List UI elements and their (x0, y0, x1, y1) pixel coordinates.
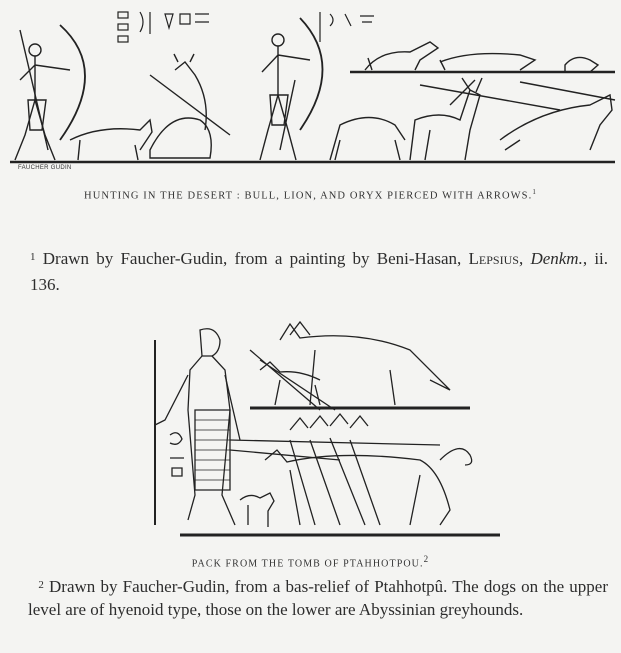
artist-signature: FAUCHER GUDIN (18, 165, 72, 171)
footnote-1-marker: 1 (30, 251, 36, 263)
footnote-1-author: Lepsius (468, 249, 519, 268)
footnote-2 (28, 574, 608, 621)
footnote-1-text: Drawn by Faucher-Gudin, from a painting by Beni-Hasan, (42, 249, 469, 268)
figure1-caption (0, 188, 621, 202)
hieroglyphs (118, 12, 374, 42)
archer-figure (260, 18, 323, 160)
figure2-caption-ref: 2 (423, 554, 430, 564)
footnote-1-ref: , ii. 136. (30, 249, 609, 294)
figure1-caption-text: HUNTING IN THE DESERT : BULL, LION, AND ORYX PIERCED WITH ARROWS. (84, 190, 533, 202)
figure1-caption-ref: 1 (532, 188, 537, 196)
footnote-2-marker: 2 (38, 579, 44, 591)
hunting-illustration (0, 0, 621, 172)
footnote-2-text: Drawn by Faucher-Gudin, from a bas-relief of Ptahhotpû. The dogs on the upper level are of hyenoid type, those on the lower are Abyssinian greyhounds. (28, 577, 608, 619)
figure2-caption (0, 554, 621, 569)
dog-pack-illustration (140, 310, 510, 540)
footnote-1-comma: , (518, 249, 524, 268)
footnote-1 (30, 244, 608, 298)
figure2-caption-text: PACK FROM THE TOMB OF PTAHHOTPOU. (191, 558, 424, 570)
archer-figure (15, 25, 85, 160)
footnote-1-work: Denkm. (530, 249, 583, 268)
man-figure (155, 329, 240, 525)
